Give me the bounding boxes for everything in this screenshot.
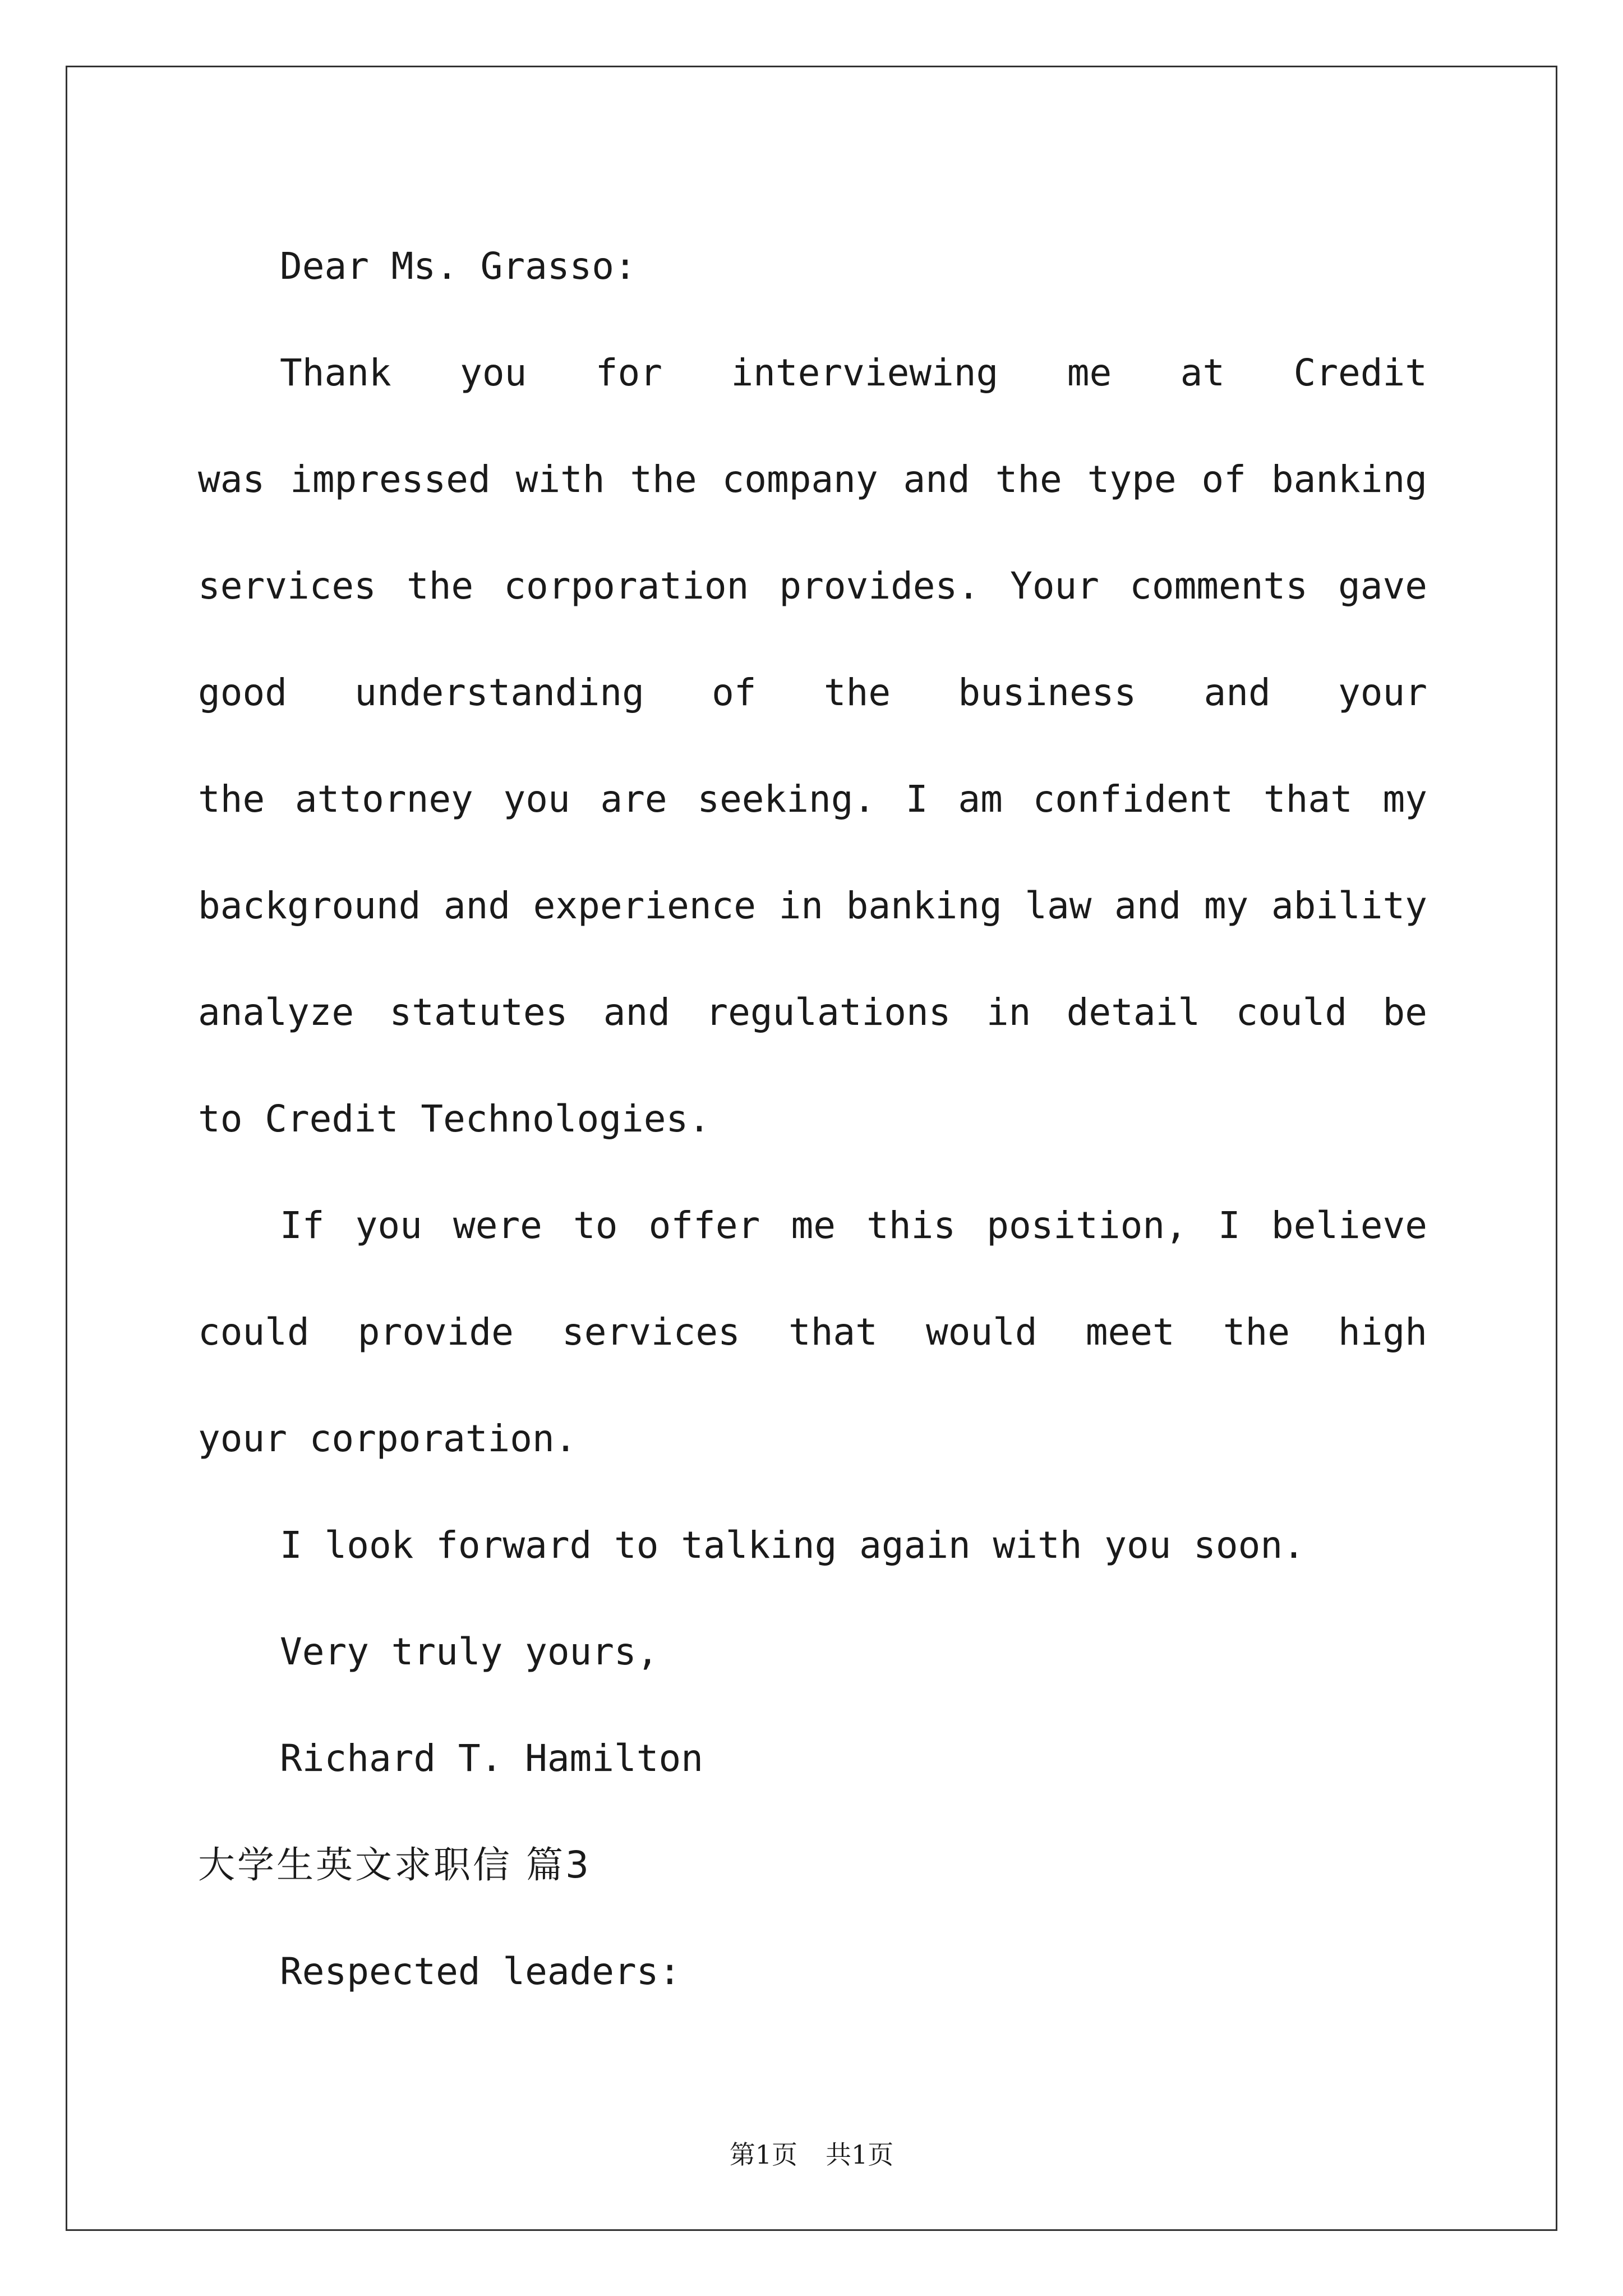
page-footer — [0, 2134, 1623, 2171]
paragraph-1-line-4: good understanding of the business and your — [198, 671, 1427, 714]
paragraph-1-line-6: background and experience in banking law and my ability — [198, 884, 1427, 927]
paragraph-2-line-3: your corporation. — [198, 1417, 577, 1460]
document-body — [198, 213, 1427, 2025]
page-number-total: 共1页 — [826, 2139, 894, 2170]
letter-closing: Very truly yours, — [280, 1630, 659, 1673]
paragraph-3: I look forward to talking again with you soon. — [280, 1524, 1305, 1567]
letter-salutation: Dear Ms. Grasso: — [280, 245, 637, 288]
section-salutation: Respected leaders: — [280, 1950, 681, 1993]
section-heading: 大学生英文求职信 篇3 — [198, 1843, 591, 1887]
page-number-current: 第1页 — [729, 2139, 797, 2170]
paragraph-1-line-1: Thank you for interviewing me at Credit — [280, 351, 1427, 394]
paragraph-1-line-3: services the corporation provides. Your comments gave — [198, 564, 1427, 608]
paragraph-1-line-7: analyze statutes and regulations in detail could be — [198, 991, 1427, 1034]
paragraph-1-line-8: to Credit Technologies. — [198, 1097, 711, 1140]
paragraph-1-line-5: the attorney you are seeking. I am confident that my — [198, 777, 1427, 821]
letter-signature: Richard T. Hamilton — [280, 1737, 703, 1780]
paragraph-2-line-2: could provide services that would meet the high — [198, 1310, 1427, 1354]
paragraph-1-line-2: was impressed with the company and the type of banking — [198, 458, 1427, 501]
paragraph-2-line-1: If you were to offer me this position, I believe — [280, 1204, 1427, 1247]
